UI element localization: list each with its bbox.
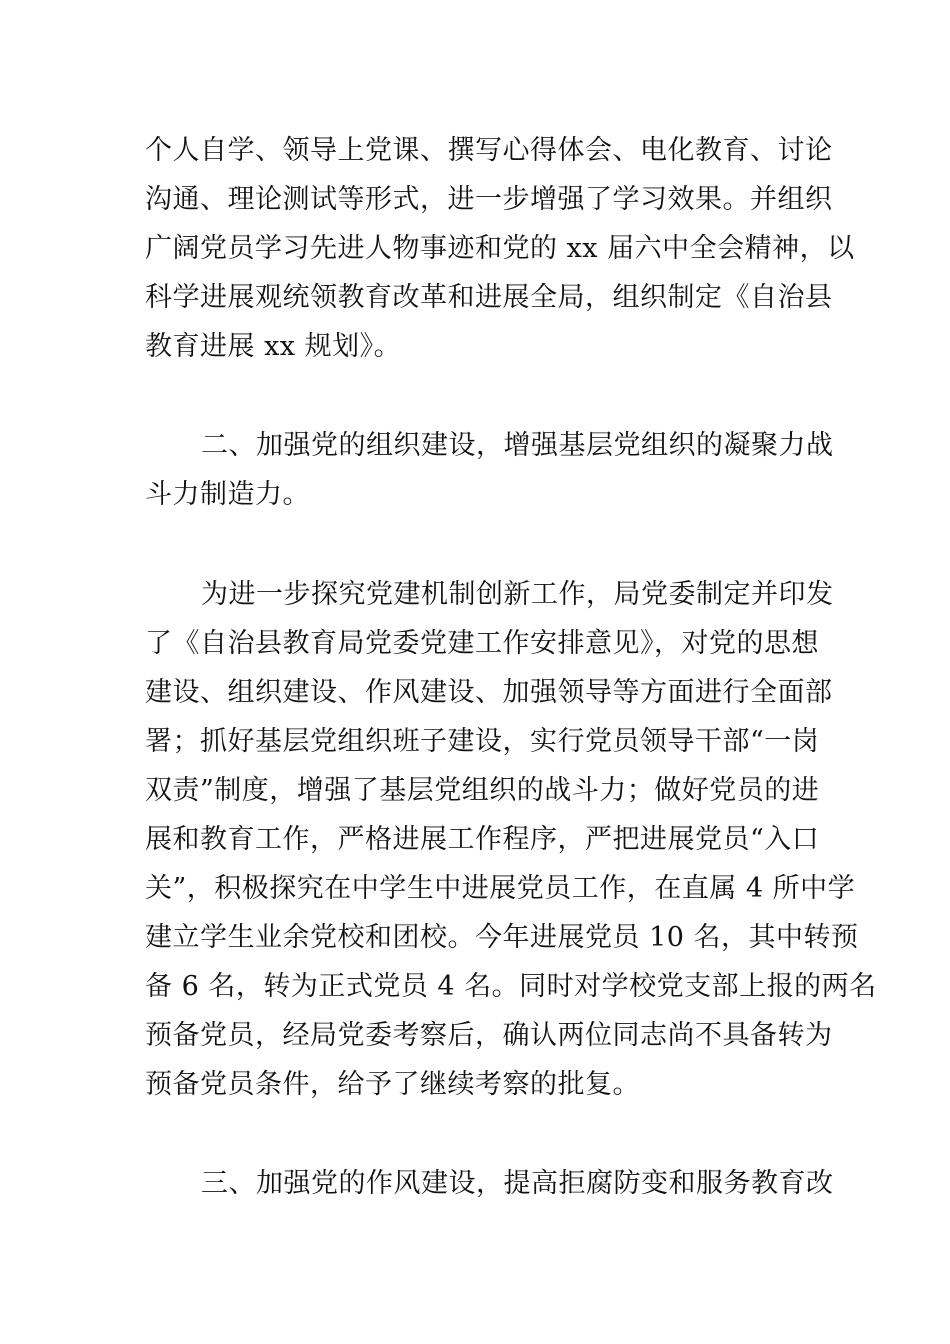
text-line: 科学进展观统领教育改革和进展全局，组织制定《自治县	[145, 282, 833, 313]
text-line: 三、加强党的作风建设，提高拒腐防变和服务教育改	[201, 1168, 834, 1199]
text-line: 预备党员，经局党委考察后，确认两位同志尚不具备转为	[145, 1020, 833, 1051]
text-line: 沟通、理论测试等形式，进一步增强了学习效果。并组织	[145, 184, 833, 215]
text-line: 建设、组织建设、作风建设、加强领导等方面进行全面部	[145, 677, 833, 708]
section-heading-work-style	[145, 1159, 834, 1208]
text-line: 斗力制造力。	[145, 479, 310, 510]
paragraph-party-building	[145, 570, 877, 1109]
text-line: 广阔党员学习先进人物事迹和党的 xx 届六中全会精神，以	[145, 233, 855, 264]
text-line: 展和教育工作，严格进展工作程序，严把进展党员“入口	[145, 824, 820, 855]
text-line: 建立学生业余党校和团校。今年进展党员 10 名，其中转预	[145, 922, 859, 953]
text-line: 关”，积极探究在中学生中进展党员工作，在直属 4 所中学	[145, 873, 856, 904]
text-line: 双责”制度，增强了基层党组织的战斗力；做好党员的进	[145, 775, 820, 806]
text-line: 二、加强党的组织建设，增强基层党组织的凝聚力战	[201, 430, 834, 461]
text-line: 教育进展 xx 规划》。	[145, 331, 402, 362]
text-line: 预备党员条件，给予了继续考察的批复。	[145, 1069, 640, 1100]
section-heading-organization	[145, 421, 834, 519]
text-line: 署；抓好基层党组织班子建设，实行党员领导干部“一岗	[145, 726, 820, 757]
text-line: 个人自学、领导上党课、撰写心得体会、电化教育、讨论	[145, 135, 833, 166]
paragraph-study-forms	[145, 126, 855, 371]
text-line: 了《自治县教育局党委党建工作安排意见》，对党的思想	[145, 628, 819, 659]
text-line: 为进一步探究党建机制创新工作，局党委制定并印发	[201, 579, 834, 610]
text-line: 备 6 名，转为正式党员 4 名。同时对学校党支部上报的两名	[145, 971, 877, 1002]
